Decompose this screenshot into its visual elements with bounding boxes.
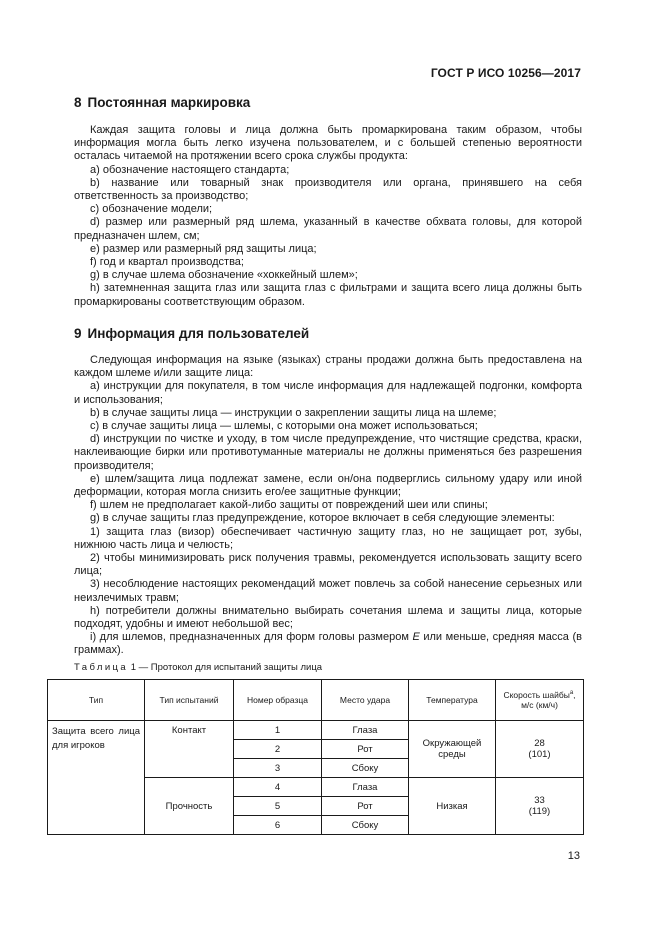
- sample-no-cell: 1: [234, 721, 322, 740]
- section-8-body: [74, 124, 582, 309]
- section-9-body: [74, 354, 582, 658]
- impact-site-cell: Рот: [322, 797, 409, 816]
- speed-cell: 28 (101): [496, 721, 584, 778]
- head-size-letter: E: [412, 631, 420, 644]
- list-item: 3) несоблюдение настоящих рекомендаций может повлечь за собой нанесение серьезных или неизлечимых травм;: [74, 578, 582, 604]
- list-item-i: i) для шлемов, предназначенных для форм головы размером E или меньше, средняя масса (в граммах).: [74, 631, 582, 657]
- impact-site-cell: Сбоку: [322, 759, 409, 778]
- list-item: d) размер или размерный ряд шлема, указанный в качестве обхвата головы, для которой предназначен шлем, см;: [74, 216, 582, 242]
- product-type-cell: Защита всего лица для игроков: [48, 721, 145, 835]
- document-code: ГОСТ Р ИСО 10256—2017: [430, 66, 581, 80]
- list-item: f) год и квартал производства;: [90, 256, 244, 269]
- list-item: b) название или товарный знак производителя или органа, принявшего на себя ответственность за производство;: [74, 176, 582, 203]
- header-temperature: Температура: [409, 680, 496, 721]
- temperature-cell: Низкая: [409, 778, 496, 835]
- header-sample-no: Номер образца: [234, 680, 322, 721]
- list-item: c) в случае защиты лица — шлемы, с которыми она может использоваться;: [90, 420, 478, 433]
- sample-no-cell: 4: [234, 778, 322, 797]
- list-item: a) инструкции для покупателя, в том числе информация для надлежащей подгонки, комфорта и использования;: [74, 380, 582, 406]
- list-item: e) размер или размерный ряд защиты лица;: [90, 242, 317, 255]
- header-puck-speed: Скорость шайбы$^a$, м/с (км/ч): [496, 680, 584, 721]
- sample-no-cell: 3: [234, 759, 322, 778]
- sample-no-cell: 5: [234, 797, 322, 816]
- section-8-title: Постоянная маркировка: [87, 95, 251, 110]
- sample-no-cell: 6: [234, 816, 322, 835]
- list-item: d) инструкции по чистке и уходу, в том числе предупреждение, что чистящие средства, краски, наклеивающие бирки или противотуманные материалы не должны применяться без разрешения производителя;: [74, 433, 582, 472]
- section-9-title: Информация для пользователей: [87, 326, 310, 341]
- list-item: a) обозначение настоящего стандарта;: [90, 163, 290, 176]
- impact-site-cell: Глаза: [322, 721, 409, 740]
- section-9-number: 9: [74, 326, 82, 341]
- test-protocol-table: [47, 679, 584, 835]
- sample-no-cell: 2: [234, 740, 322, 759]
- header-test-type: Тип испытаний: [145, 680, 234, 721]
- test-type-cell: Прочность: [145, 778, 234, 835]
- impact-site-cell: Сбоку: [322, 816, 409, 835]
- list-item: f) шлем не предполагает какой-либо защиты от повреждений шеи или спины;: [90, 499, 488, 512]
- header-impact-site: Место удара: [322, 680, 409, 721]
- test-type-cell: Контакт: [145, 721, 234, 778]
- impact-site-cell: Рот: [322, 740, 409, 759]
- table-row: [48, 721, 584, 740]
- table-caption-text: 1 — Протокол для испытаний защиты лица: [128, 662, 323, 673]
- list-item: c) обозначение модели;: [90, 203, 213, 216]
- temperature-cell: Окружающей среды: [409, 721, 496, 778]
- list-item: g) в случае шлема обозначение «хоккейный шлем»;: [90, 269, 358, 282]
- list-item: h) потребители должны внимательно выбирать сочетания шлема и защиты лица, которые подходят, удобны и имеют небольшой вес;: [74, 604, 582, 631]
- list-item: 1) защита глаз (визор) обеспечивает частичную защиту глаз, но не защищает рот, зубы, нижнюю часть лица и челюсть;: [74, 525, 582, 551]
- list-item: 2) чтобы минимизировать риск получения травмы, рекомендуется использовать защиту всего лица;: [74, 552, 582, 578]
- section-8-heading: [74, 95, 250, 110]
- list-item: e) шлем/защита лица подлежат замене, если он/она подверглись сильному удару или иной деформации, которая могла снизить его/ее защитные функции;: [74, 472, 582, 499]
- footnote-mark: a: [569, 690, 574, 697]
- list-item: g) в случае защиты глаз предупреждение, которое включает в себя следующие элементы:: [90, 512, 555, 525]
- list-item: b) в случае защиты лица — инструкции о закреплении защиты лица на шлеме;: [90, 406, 497, 419]
- table-caption: [74, 662, 322, 673]
- page-number: 13: [567, 850, 580, 862]
- impact-site-cell: Глаза: [322, 778, 409, 797]
- section-8-intro: Каждая защита головы и лица должна быть промаркирована таким образом, чтобы информация могла быть легко изучена пользователем, и с большей степенью вероятности осталась читаемой на протяжении всего срока службы продукта:: [74, 124, 582, 163]
- section-9-heading: [74, 326, 309, 341]
- section-9-intro: Следующая информация на языке (языках) страны продажи должна быть предоставлена на каждом шлеме и/или защите лица:: [74, 354, 582, 380]
- list-item: h) затемненная защита глаз или защита глаз с фильтрами и защита всего лица должны быть промаркированы соответствующим образом.: [74, 282, 582, 308]
- table-caption-word: Таблица: [74, 662, 129, 673]
- speed-cell: 33 (119): [496, 778, 584, 835]
- header-type: Тип: [48, 680, 145, 721]
- section-8-number: 8: [74, 95, 82, 110]
- table-header-row: [48, 680, 584, 721]
